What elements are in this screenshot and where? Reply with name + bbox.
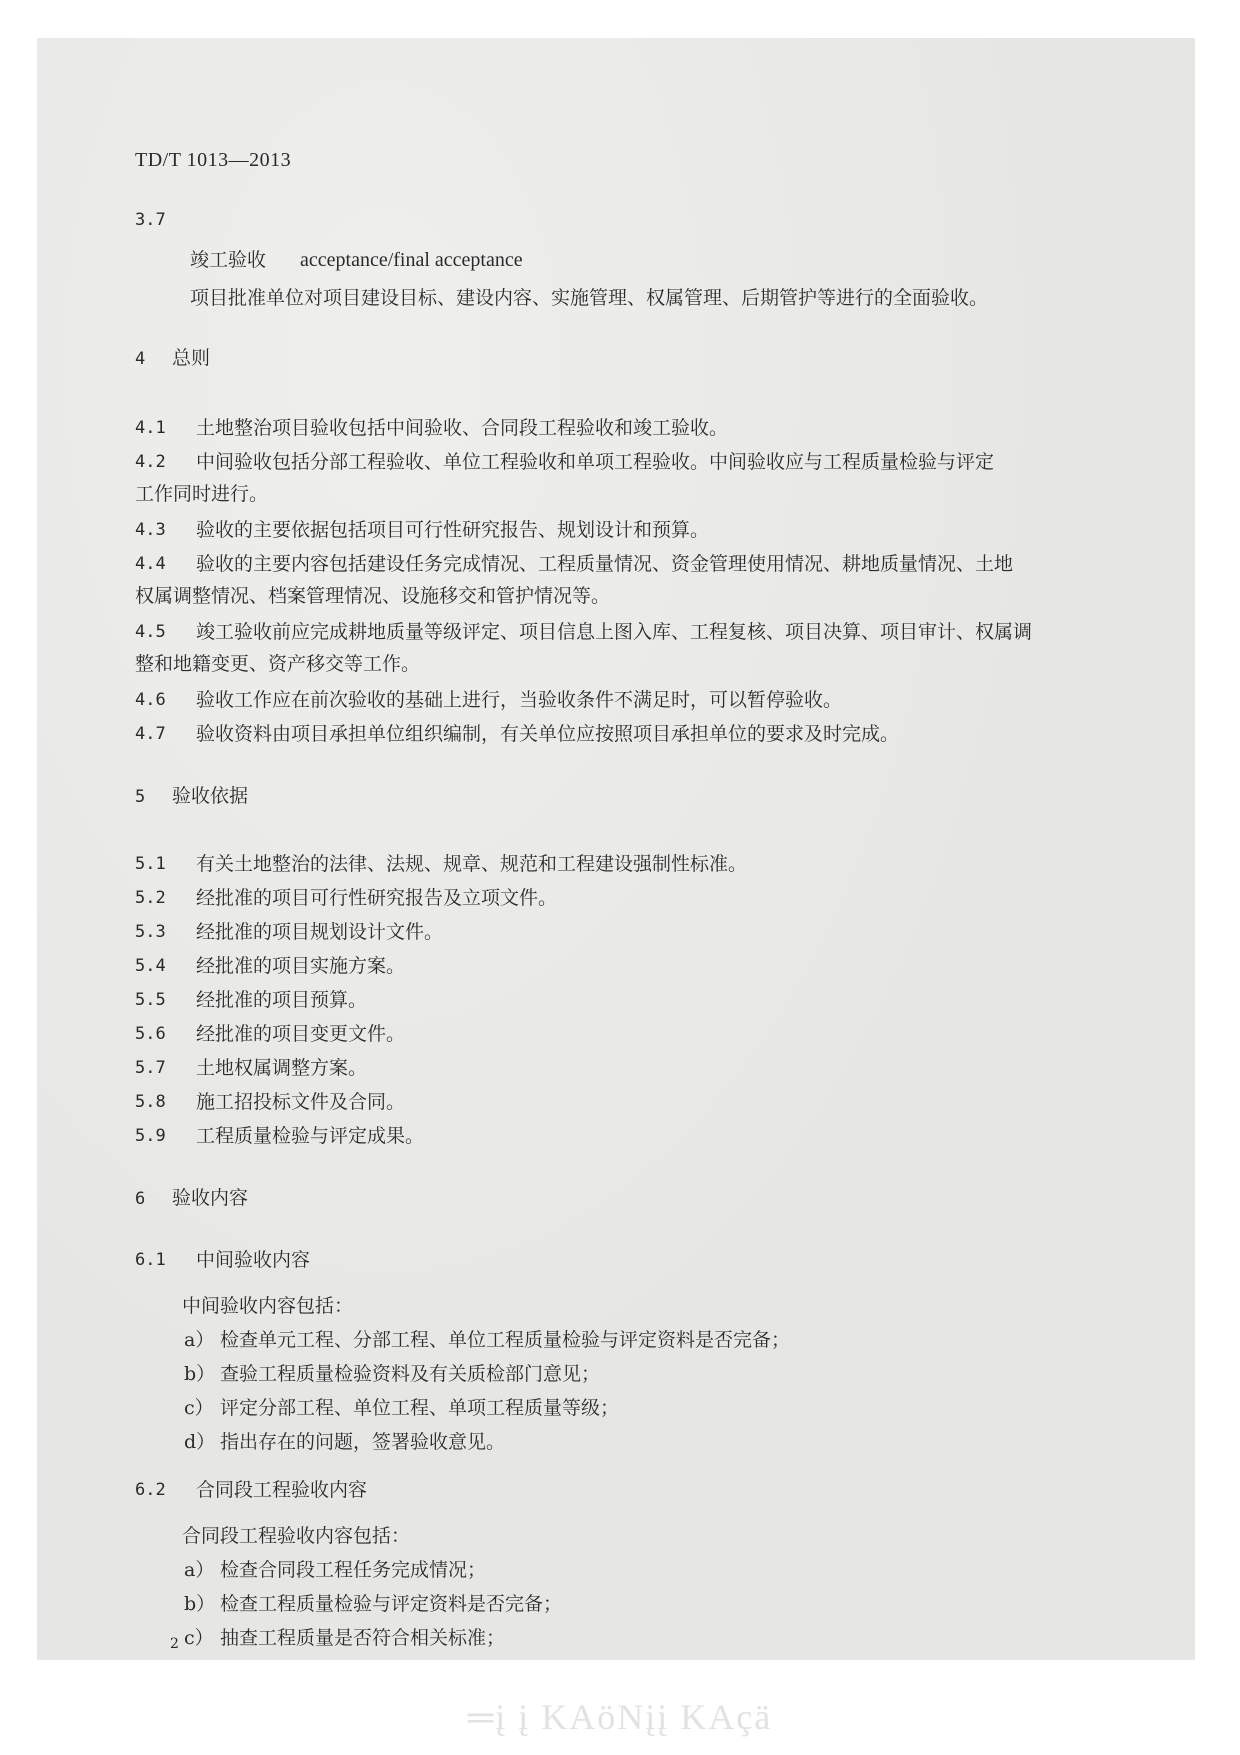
subsection-6-2-heading: 合同段工程验收内容 xyxy=(196,1479,368,1501)
clause-num: 4.5 xyxy=(135,622,166,642)
clause-text: 竣工验收前应完成耕地质量等级评定、项目信息上图入库、工程复核、项目决算、项目审计、权属调 xyxy=(196,621,1033,643)
clause-num: 5.9 xyxy=(135,1126,166,1146)
section-6-heading: 验收内容 xyxy=(172,1187,249,1209)
term-en: acceptance/final acceptance xyxy=(300,249,523,271)
watermark-text: ═į į KAöNįį KAçä xyxy=(467,1697,773,1737)
list-item: 查验工程质量检验资料及有关质检部门意见； xyxy=(220,1363,601,1385)
clause-text: 验收的主要依据包括项目可行性研究报告、规划设计和预算。 xyxy=(196,519,710,541)
section-5-number: 5 xyxy=(135,787,146,807)
section-4-number: 4 xyxy=(135,349,146,369)
section-5-heading: 验收依据 xyxy=(172,785,249,807)
clause-text: 工程质量检验与评定成果。 xyxy=(196,1125,425,1147)
clause-text: 施工招投标文件及合同。 xyxy=(196,1091,406,1113)
clause-num: 5.5 xyxy=(135,990,166,1010)
term-definition: 项目批准单位对项目建设目标、建设内容、实施管理、权属管理、后期管护等进行的全面验收。 xyxy=(190,287,989,309)
subsection-6-1-number: 6.1 xyxy=(135,1250,166,1270)
standard-code-header: TD/T 1013—2013 xyxy=(135,149,292,171)
clause-text: 经批准的项目变更文件。 xyxy=(196,1023,406,1045)
clause-num: 5.4 xyxy=(135,956,166,976)
clause-num: 5.2 xyxy=(135,888,166,908)
subsection-6-1-heading: 中间验收内容 xyxy=(196,1249,311,1271)
page-number: 2 xyxy=(170,1636,179,1652)
list-label: c） xyxy=(184,1397,214,1419)
clause-text: 经批准的项目可行性研究报告及立项文件。 xyxy=(196,887,558,909)
clause-num: 5.6 xyxy=(135,1024,166,1044)
list-item: 抽查工程质量是否符合相关标准； xyxy=(220,1627,506,1649)
list-label: a） xyxy=(184,1559,215,1581)
clause-num: 4.7 xyxy=(135,724,166,744)
clause-text-cont: 工作同时进行。 xyxy=(135,483,269,505)
list-intro: 中间验收内容包括： xyxy=(182,1295,354,1317)
clause-text-cont: 权属调整情况、档案管理情况、设施移交和管护情况等。 xyxy=(135,585,611,607)
clause-num: 5.3 xyxy=(135,922,166,942)
clause-text: 验收资料由项目承担单位组织编制，有关单位应按照项目承担单位的要求及时完成。 xyxy=(196,723,900,745)
clause-text: 经批准的项目规划设计文件。 xyxy=(196,921,444,943)
subsection-6-2-number: 6.2 xyxy=(135,1480,166,1500)
list-item: 评定分部工程、单位工程、单项工程质量等级； xyxy=(220,1397,620,1419)
clause-number-3-7: 3.7 xyxy=(135,210,166,230)
section-4-heading: 总则 xyxy=(172,347,211,369)
clause-num: 5.1 xyxy=(135,854,166,874)
clause-num: 4.6 xyxy=(135,690,166,710)
list-label: b） xyxy=(184,1593,216,1615)
list-label: d） xyxy=(184,1431,216,1453)
list-label: b） xyxy=(184,1363,216,1385)
clause-text: 中间验收包括分部工程验收、单位工程验收和单项工程验收。中间验收应与工程质量检验与评定 xyxy=(196,451,995,473)
clause-num: 4.4 xyxy=(135,554,166,574)
list-item: 指出存在的问题，签署验收意见。 xyxy=(220,1431,506,1453)
clause-text: 经批准的项目预算。 xyxy=(196,989,368,1011)
clause-num: 4.2 xyxy=(135,452,166,472)
clause-num: 5.7 xyxy=(135,1058,166,1078)
clause-text: 验收的主要内容包括建设任务完成情况、工程质量情况、资金管理使用情况、耕地质量情况、土地 xyxy=(196,553,1014,575)
clause-text: 有关土地整治的法律、法规、规章、规范和工程建设强制性标准。 xyxy=(196,853,748,875)
clause-text: 验收工作应在前次验收的基础上进行，当验收条件不满足时，可以暂停验收。 xyxy=(196,689,843,711)
list-label: c） xyxy=(184,1627,214,1649)
list-label: a） xyxy=(184,1329,215,1351)
clause-text: 土地权属调整方案。 xyxy=(196,1057,368,1079)
section-6-number: 6 xyxy=(135,1189,146,1209)
clause-num: 5.8 xyxy=(135,1092,166,1112)
list-item: 检查单元工程、分部工程、单位工程质量检验与评定资料是否完备； xyxy=(220,1329,791,1351)
list-item: 检查合同段工程任务完成情况； xyxy=(220,1559,487,1581)
clause-text-cont: 整和地籍变更、资产移交等工作。 xyxy=(135,653,421,675)
clause-num: 4.1 xyxy=(135,418,166,438)
clause-text: 土地整治项目验收包括中间验收、合同段工程验收和竣工验收。 xyxy=(196,417,729,439)
list-item: 检查工程质量检验与评定资料是否完备； xyxy=(220,1593,563,1615)
clause-num: 4.3 xyxy=(135,520,166,540)
list-intro: 合同段工程验收内容包括： xyxy=(182,1525,411,1547)
term-cn: 竣工验收 xyxy=(190,249,267,271)
clause-text: 经批准的项目实施方案。 xyxy=(196,955,406,977)
